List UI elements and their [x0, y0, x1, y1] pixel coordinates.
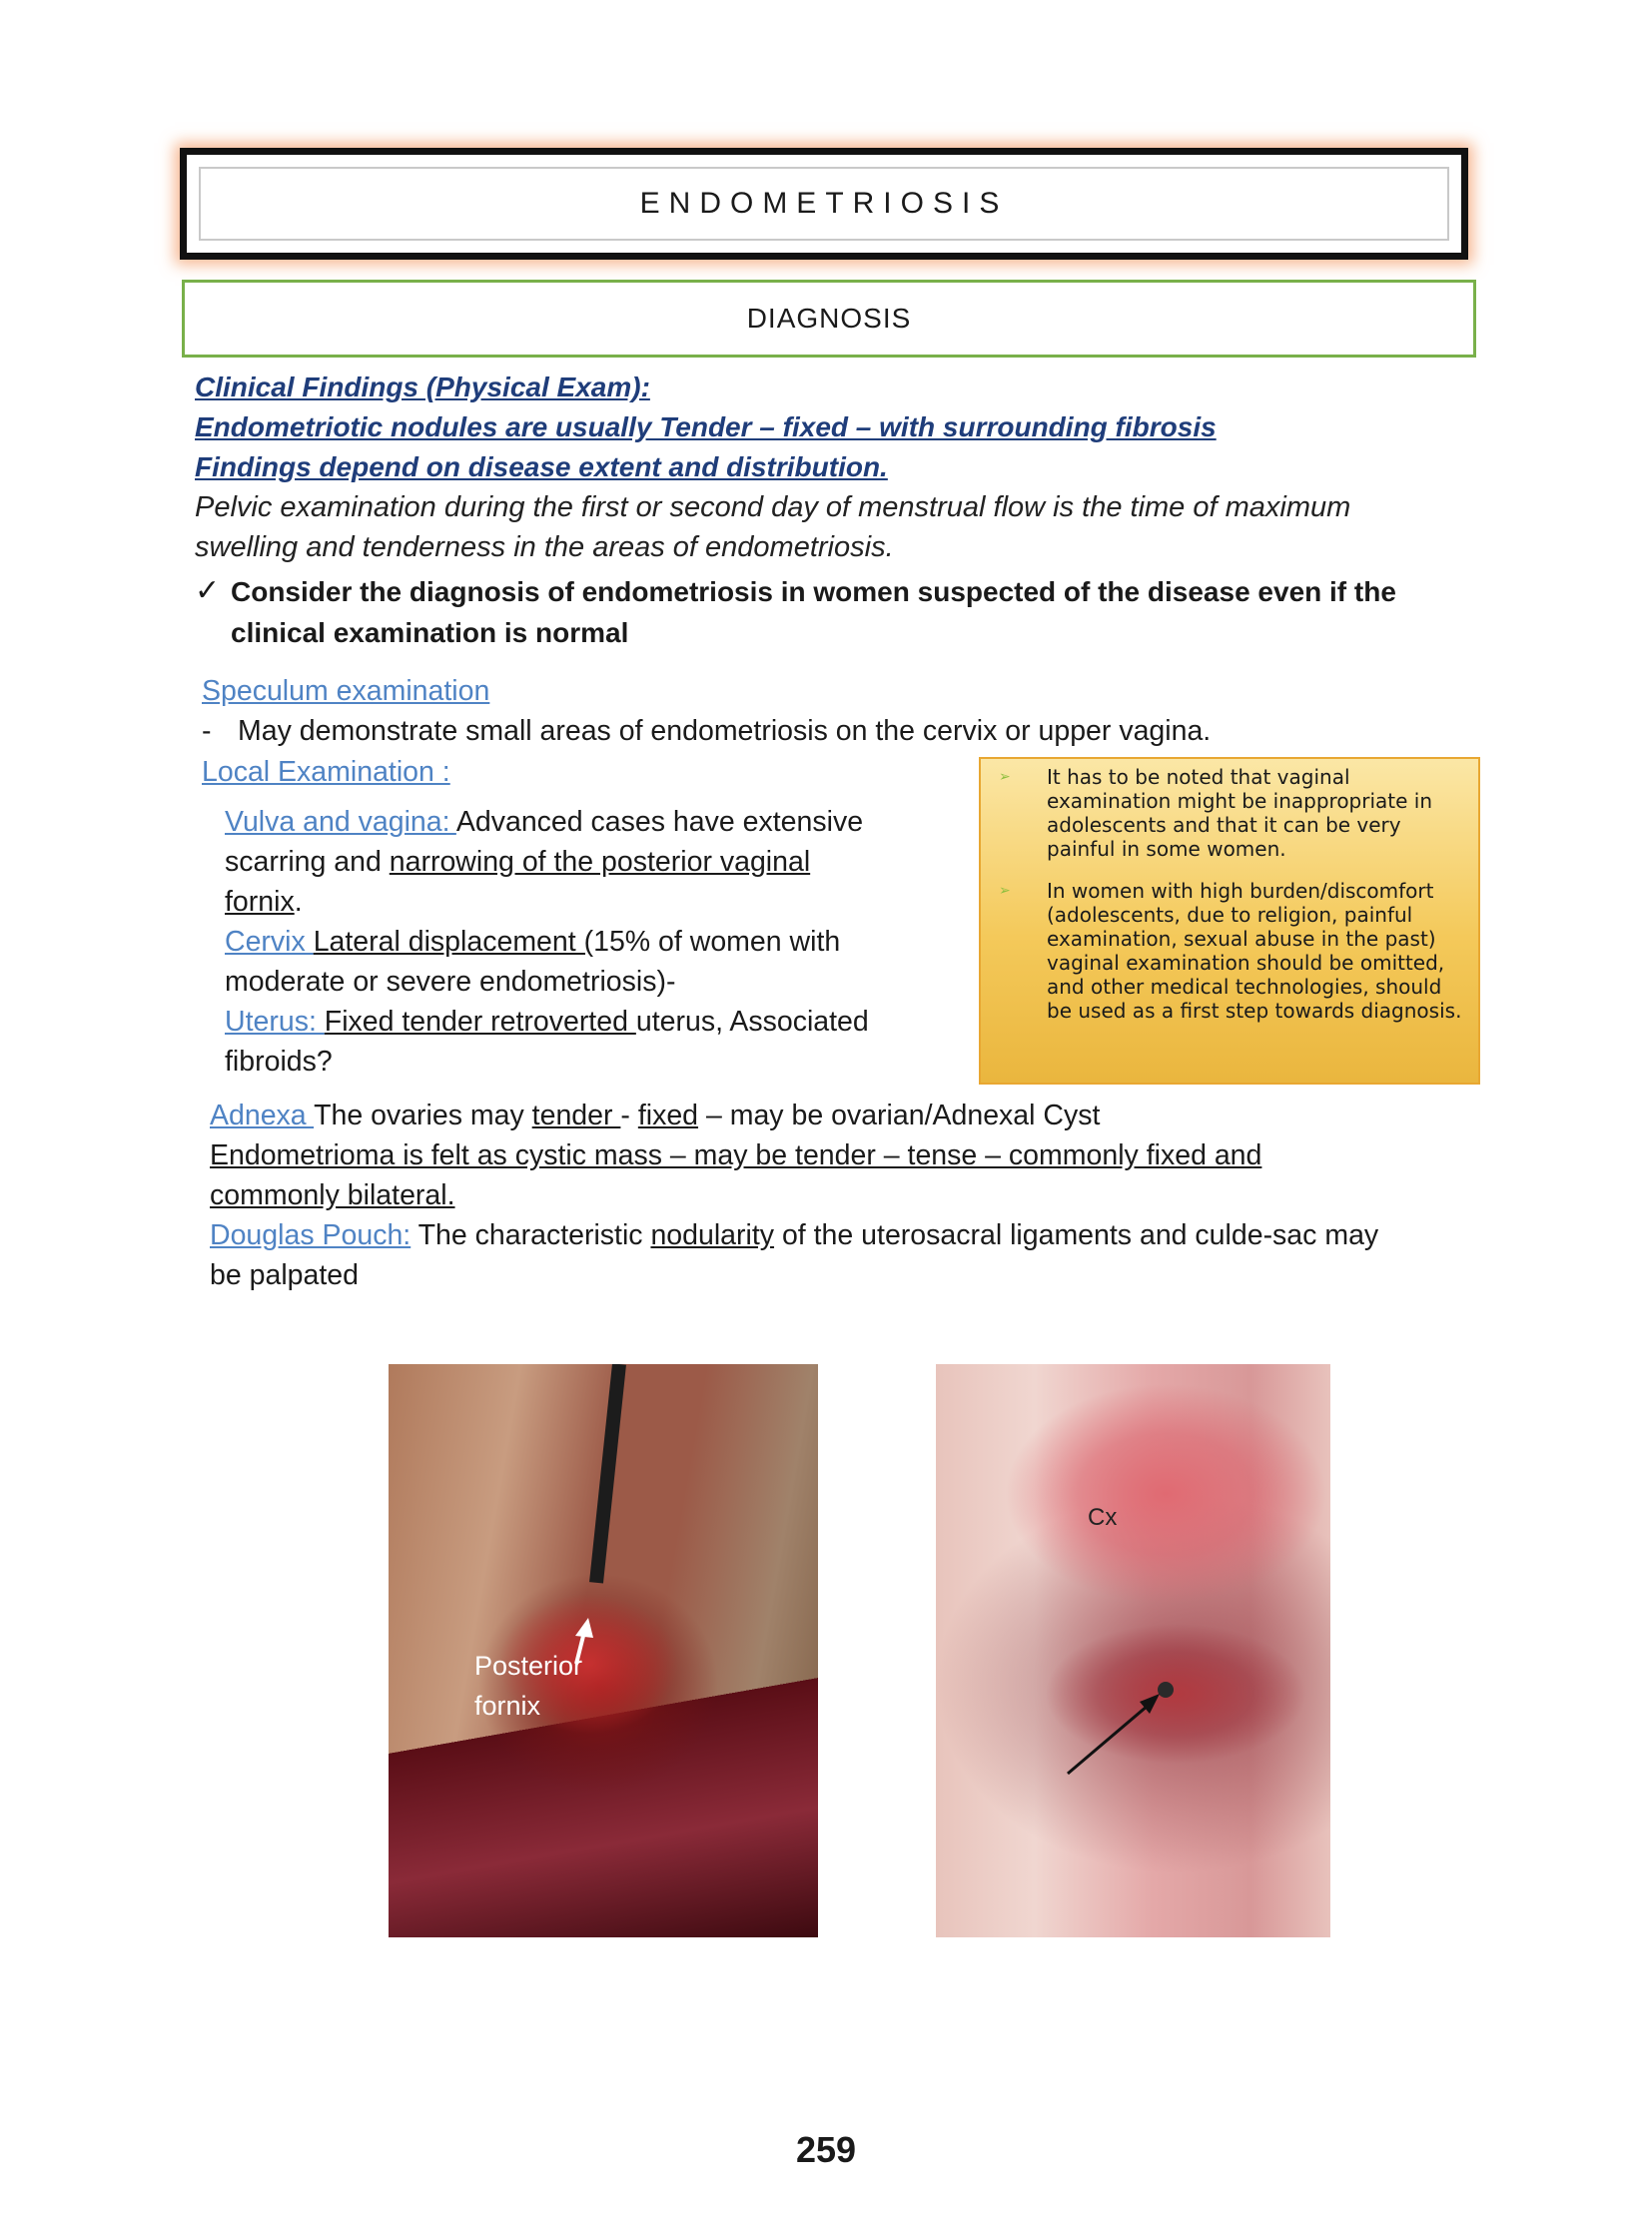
local-exam-section [202, 752, 450, 792]
posterior-caption: Posterior [474, 1651, 583, 1681]
dash-bullet: - [202, 715, 212, 747]
uterus-text-2: fibroids? [225, 1046, 333, 1078]
douglas-text: The characteristic [411, 1219, 651, 1251]
checkmark-icon: ✓ [195, 574, 221, 607]
note-text: In women with high burden/discomfort (adolescents, due to religion, painful examination, sexual abuse in the past) vaginal examination should be omitted, and other medical technologies, should be used as a first step towards diagnosis. [1047, 879, 1462, 1023]
cervix-label[interactable]: Cervix [225, 926, 314, 958]
adnexa-dash: - [620, 1100, 638, 1131]
arrow-bullet-icon: ➢ [999, 769, 1011, 785]
title-box [180, 148, 1468, 260]
clinical-findings [195, 368, 1493, 653]
vulva-underlined: narrowing of the posterior vaginal [389, 846, 811, 878]
douglas-nodularity: nodularity [650, 1219, 775, 1251]
endometrioma-line-1: Endometrioma is felt as cystic mass – may be tender – tense – commonly fixed and [210, 1139, 1262, 1171]
note-item [999, 765, 1464, 861]
vulva-text: Advanced cases have extensive [455, 806, 864, 838]
uterus-label[interactable]: Uterus: [225, 1006, 325, 1038]
douglas-text-end: of the uterosacral ligaments and culde-sac may [774, 1219, 1379, 1251]
cervix-text-2: moderate or severe endometriosis)- [225, 966, 676, 998]
speculum-section [202, 671, 1500, 751]
douglas-line-2: be palpated [210, 1259, 359, 1291]
note-item [999, 879, 1464, 1023]
pelvic-exam-line-2: swelling and tenderness in the areas of endometriosis. [195, 531, 894, 563]
adnexa-label[interactable]: Adnexa [210, 1100, 315, 1131]
local-exam-findings [225, 802, 944, 1082]
adnexa-fixed: fixed [637, 1100, 699, 1131]
vulva-text-2: scarring and [225, 846, 390, 878]
cervix-label-cx: Cx [1088, 1504, 1118, 1531]
endometrioma-line-2: commonly bilateral. [210, 1179, 455, 1211]
check-line-1: Consider the diagnosis of endometriosis in women suspected of the disease even if the [231, 576, 1396, 607]
section-heading-box [182, 280, 1476, 358]
nodules-heading: Endometriotic nodules are usually Tender – fixed – with surrounding fibrosis [195, 411, 1217, 442]
uterus-underlined: Fixed tender retroverted [324, 1006, 636, 1038]
adnexa-text: The ovaries may [314, 1100, 532, 1131]
white-arrow-icon [389, 1364, 818, 1937]
vulva-label[interactable]: Vulva and vagina: [225, 806, 456, 838]
page-number: 259 [795, 2129, 857, 2170]
title-inner-frame [199, 167, 1449, 241]
black-arrow-icon [936, 1364, 1330, 1937]
check-line-2: clinical examination is normal [231, 617, 629, 648]
cervix-text: 15% of women with [593, 926, 841, 958]
note-box [979, 757, 1480, 1085]
posterior-fornix-photo [389, 1364, 818, 1937]
vulva-period: . [294, 886, 303, 918]
speculum-heading[interactable]: Speculum examination [202, 675, 490, 707]
clinical-heading: Clinical Findings (Physical Exam): [195, 371, 650, 402]
local-exam-heading[interactable]: Local Examination : [202, 756, 450, 788]
cervix-underlined: Lateral displacement ( [313, 926, 594, 958]
fornix-caption: fornix [474, 1691, 541, 1721]
arrow-bullet-icon: ➢ [999, 883, 1011, 899]
vulva-fornix: fornix [225, 886, 295, 918]
adnexa-text-end: – may be ovarian/Adnexal Cyst [698, 1100, 1101, 1131]
section-heading: DIAGNOSIS [746, 303, 912, 334]
note-text: It has to be noted that vaginal examination might be inappropriate in adolescents and that it can be very painful in some women. [1047, 765, 1433, 861]
pelvic-exam-line-1: Pelvic examination during the first or second day of menstrual flow is the time of maximum [195, 491, 1351, 523]
uterus-text: uterus, Associated [635, 1006, 869, 1038]
douglas-pouch-label[interactable]: Douglas Pouch: [210, 1219, 412, 1251]
adnexa-section [210, 1096, 1498, 1295]
checked-note [195, 571, 1493, 653]
findings-heading: Findings depend on disease extent and distribution. [195, 451, 888, 482]
cervix-lesion-photo [936, 1364, 1330, 1937]
page-title: ENDOMETRIOSIS [639, 187, 1009, 220]
speculum-text: May demonstrate small areas of endometriosis on the cervix or upper vagina. [238, 715, 1212, 747]
adnexa-tender: tender [531, 1100, 621, 1131]
